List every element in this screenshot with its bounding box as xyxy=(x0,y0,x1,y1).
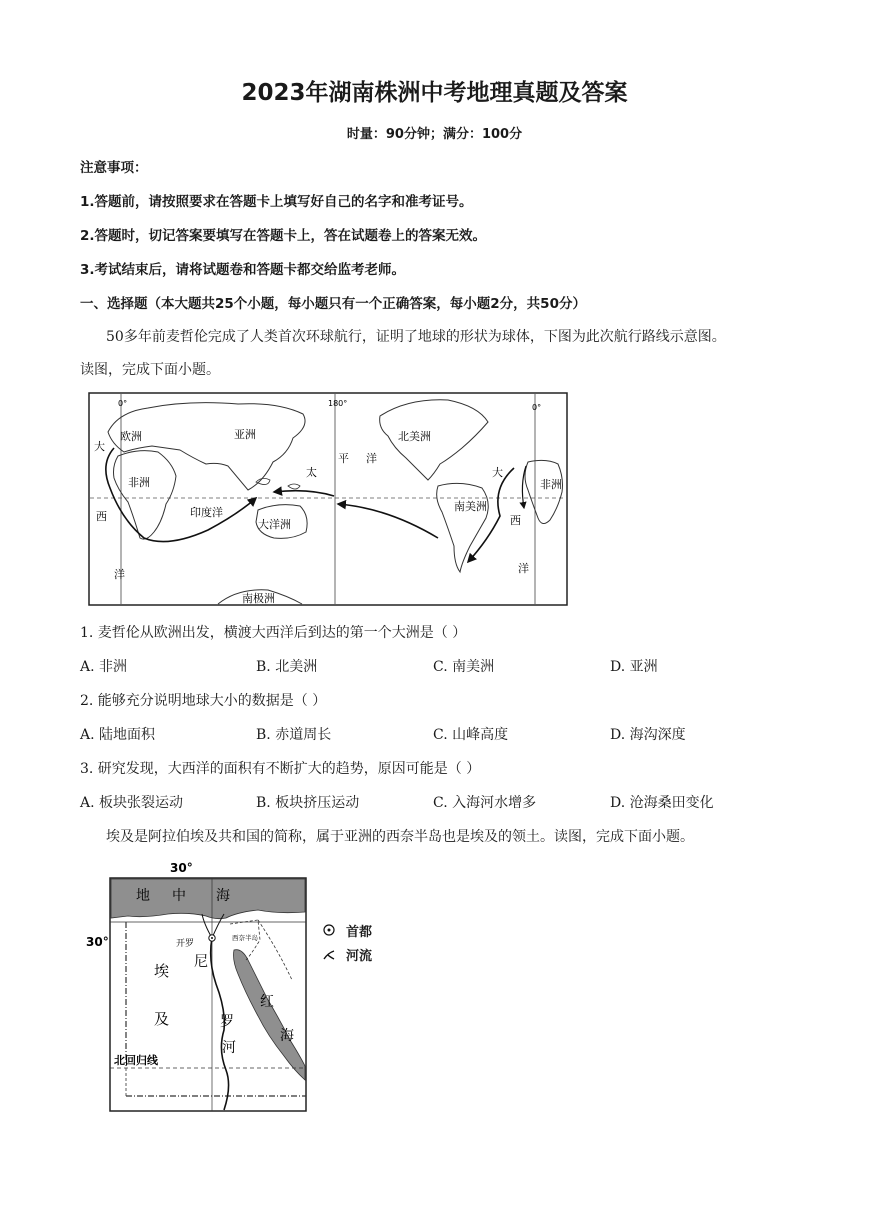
question-2: 2. 能够充分说明地球大小的数据是（ ） xyxy=(80,693,327,709)
egypt-map xyxy=(86,860,308,1113)
label-pacific-3: 洋 xyxy=(366,452,377,465)
label-tropic: 北回归线 xyxy=(114,1054,158,1067)
q3-option-d: D. 沧海桑田变化 xyxy=(610,795,714,811)
label-mediterranean-1: 地 xyxy=(136,888,150,904)
lon-30-label: 30° xyxy=(170,861,193,875)
label-south-america: 南美洲 xyxy=(454,500,487,513)
q1-option-c: C. 南美洲 xyxy=(433,659,495,675)
label-atlantic-right-2: 西 xyxy=(510,514,521,527)
intro-paragraph-2: 埃及是阿拉伯埃及共和国的简称，属于亚洲的西奈半岛也是埃及的领土。读图，完成下面小题。 xyxy=(106,829,694,845)
q3-option-b: B. 板块挤压运动 xyxy=(256,795,360,811)
q1-option-d: D. 亚洲 xyxy=(610,659,658,675)
section-heading: 一、选择题（本大题共25个小题，每小题只有一个正确答案，每小题2分，共50分） xyxy=(80,296,586,312)
label-asia: 亚洲 xyxy=(234,428,256,441)
label-nile-1: 尼 xyxy=(194,954,208,970)
label-africa-right: 非洲 xyxy=(540,478,562,491)
label-oceania: 大洋洲 xyxy=(258,518,291,531)
notice-item-2: 2.答题时，切记答案要填写在答题卡上，答在试题卷上的答案无效。 xyxy=(80,228,487,244)
label-cairo: 开罗 xyxy=(176,939,195,949)
map-legend xyxy=(322,918,372,966)
notice-heading: 注意事项： xyxy=(80,160,148,176)
q2-option-b: B. 赤道周长 xyxy=(256,727,332,743)
label-sinai: 西奈半岛 xyxy=(232,934,258,942)
label-egypt-2: 及 xyxy=(154,1010,170,1028)
lon-0-right: 0° xyxy=(532,403,542,412)
intro-paragraph-1: 50多年前麦哲伦完成了人类首次环球航行，证明了地球的形状为球体，下图为此次航行路线示意图。 xyxy=(106,329,726,345)
label-indian-ocean: 印度洋 xyxy=(190,506,223,519)
question-1: 1. 麦哲伦从欧洲出发，横渡大西洋后到达的第一个大洲是（ ） xyxy=(80,625,467,641)
page-title: 2023年湖南株洲中考地理真题及答案 xyxy=(241,80,628,106)
q3-option-c: C. 入海河水增多 xyxy=(433,795,537,811)
label-pacific-1: 太 xyxy=(306,466,317,479)
q1-option-b: B. 北美洲 xyxy=(256,659,318,675)
legend-river xyxy=(322,942,372,966)
q1-option-a: A. 非洲 xyxy=(80,659,128,675)
label-nile-3: 河 xyxy=(222,1040,236,1056)
label-egypt-1: 埃 xyxy=(154,962,170,980)
label-mediterranean-2: 中 xyxy=(172,888,186,904)
label-atlantic-left-1: 大 xyxy=(94,440,105,453)
label-atlantic-right-1: 大 xyxy=(492,466,503,479)
label-atlantic-left-2: 西 xyxy=(96,510,107,523)
lat-30-label: 30° xyxy=(86,935,109,949)
q2-option-c: C. 山峰高度 xyxy=(433,727,509,743)
label-north-america: 北美洲 xyxy=(398,430,431,443)
label-red-sea-1: 红 xyxy=(260,994,274,1010)
label-europe: 欧洲 xyxy=(120,430,142,443)
lon-180: 180° xyxy=(328,399,348,408)
capital-icon xyxy=(322,923,336,937)
label-pacific-2: 平 xyxy=(338,452,349,465)
label-mediterranean-3: 海 xyxy=(216,888,230,904)
label-africa-left: 非洲 xyxy=(128,476,150,489)
magellan-route-map xyxy=(88,392,568,606)
q2-option-d: D. 海沟深度 xyxy=(610,727,686,743)
label-atlantic-right-3: 洋 xyxy=(518,562,529,575)
label-red-sea-2: 海 xyxy=(280,1028,294,1044)
notice-item-1: 1.答题前，请按照要求在答题卡上填写好自己的名字和准考证号。 xyxy=(80,194,473,210)
exam-time-score: 时量：90分钟；满分：100分 xyxy=(346,127,523,142)
label-antarctica: 南极洲 xyxy=(242,592,275,605)
question-3: 3. 研究发现，大西洋的面积有不断扩大的趋势，原因可能是（ ） xyxy=(80,761,481,777)
legend-river-label: 河流 xyxy=(346,948,373,964)
notice-item-3: 3.考试结束后，请将试题卷和答题卡都交给监考老师。 xyxy=(80,262,406,278)
river-icon xyxy=(322,947,336,961)
q2-option-a: A. 陆地面积 xyxy=(80,727,156,743)
label-atlantic-left-3: 洋 xyxy=(114,568,125,581)
lon-0-left: 0° xyxy=(118,399,128,408)
label-nile-2: 罗 xyxy=(220,1014,234,1030)
legend-capital xyxy=(322,918,372,942)
legend-capital-label: 首都 xyxy=(346,924,373,940)
intro-paragraph-1-cont: 读图，完成下面小题。 xyxy=(80,362,220,378)
q3-option-a: A. 板块张裂运动 xyxy=(80,795,184,811)
